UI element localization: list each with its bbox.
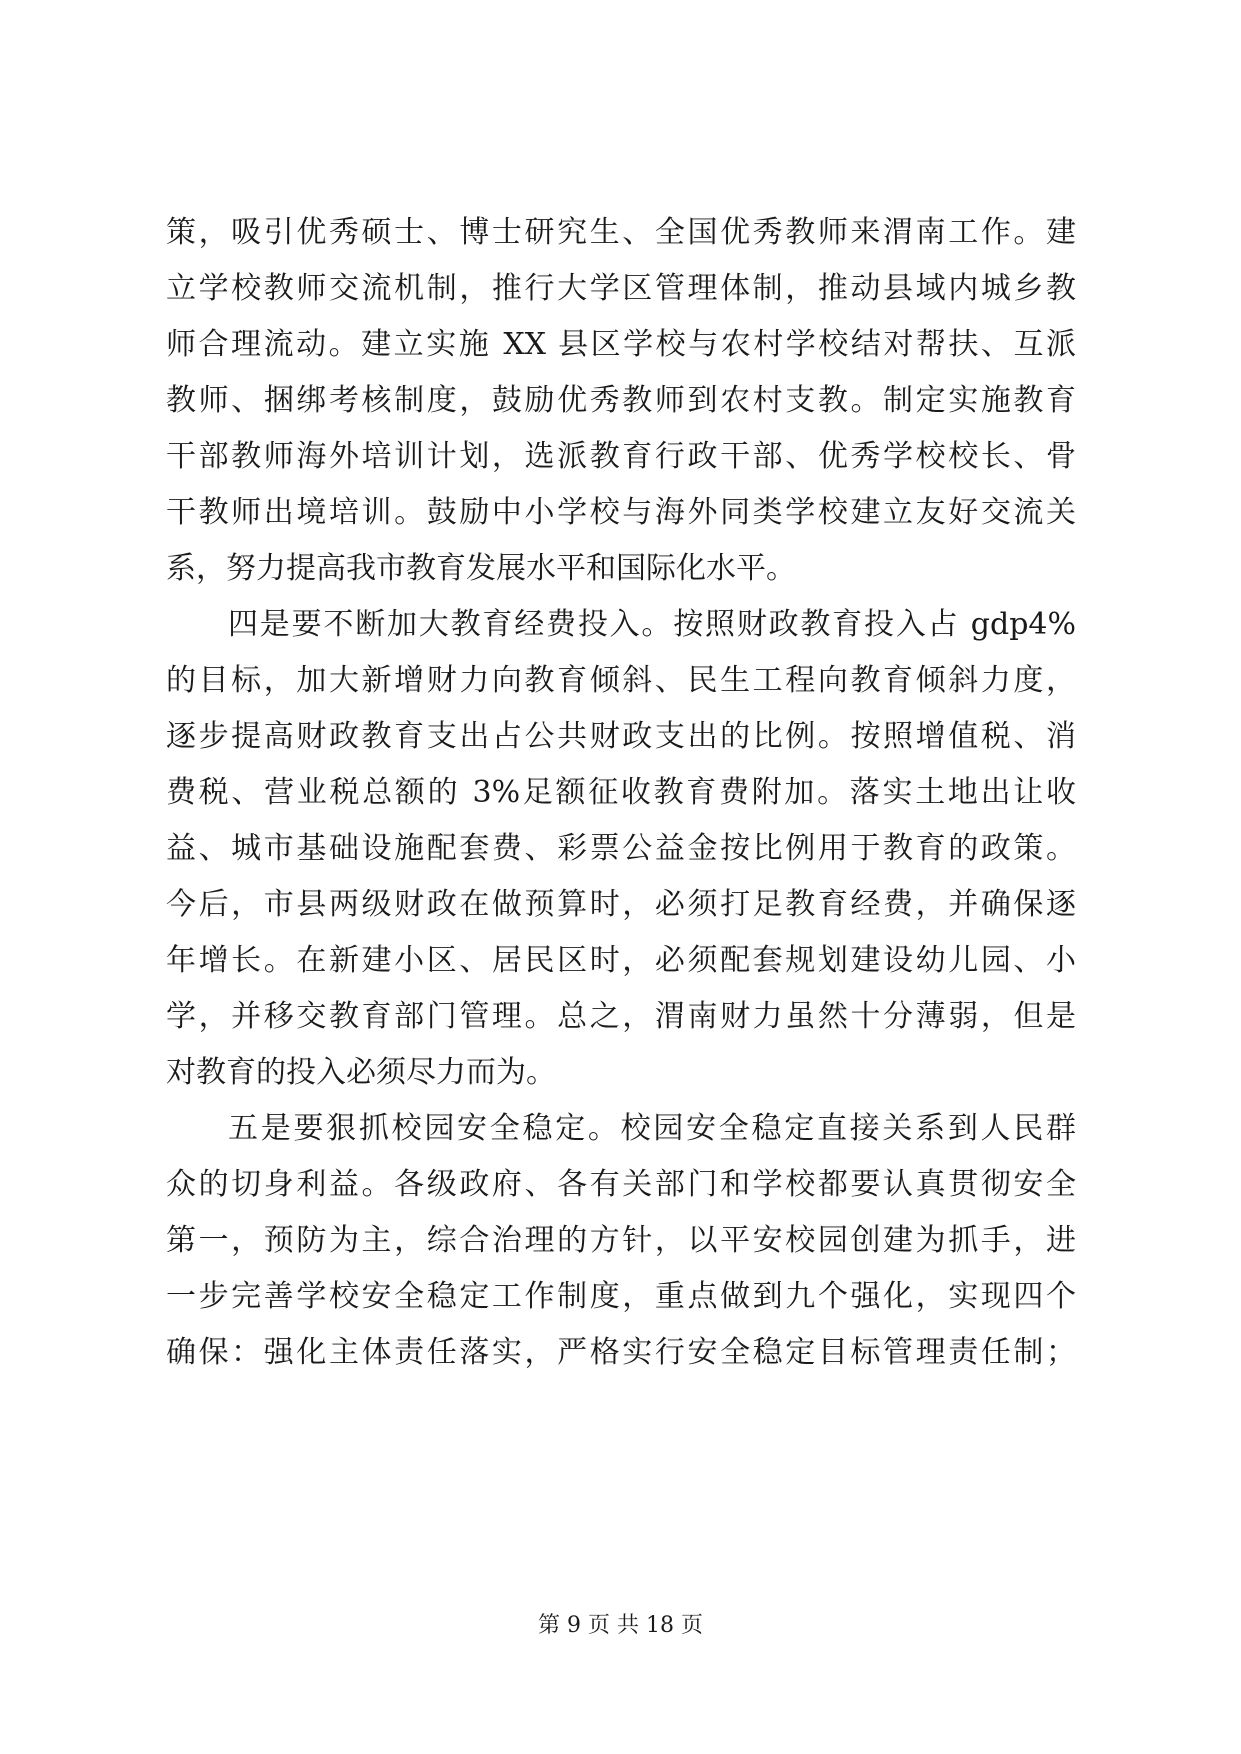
text-line: 逐步提高财政教育支出占公共财政支出的比例。按照增值税、消 [166,719,1076,754]
text-line: 立学校教师交流机制，推行大学区管理体制，推动县域内城乡教 [166,271,1076,306]
text-line: 对教育的投入必须尽力而为。 [166,1055,556,1090]
text-line: 五是要狠抓校园安全稳定。校园安全稳定直接关系到人民群 [228,1111,1076,1146]
text-line: 的目标，加大新增财力向教育倾斜、民生工程向教育倾斜力度， [166,663,1076,698]
page-number-footer: 第 9 页 共 18 页 [538,1613,703,1638]
text-line: 一步完善学校安全稳定工作制度，重点做到九个强化，实现四个 [166,1279,1076,1314]
text-line: 第一，预防为主，综合治理的方针，以平安校园创建为抓手，进 [166,1223,1076,1258]
text-line: 学，并移交教育部门管理。总之，渭南财力虽然十分薄弱，但是 [166,999,1076,1034]
text-line: 系，努力提高我市教育发展水平和国际化水平。 [166,551,796,586]
text-line: 师合理流动。建立实施 XX 县区学校与农村学校结对帮扶、互派 [166,327,1076,362]
text-line: 策，吸引优秀硕士、博士研究生、全国优秀教师来渭南工作。建 [166,215,1076,250]
text-line: 众的切身利益。各级政府、各有关部门和学校都要认真贯彻安全 [166,1167,1076,1202]
text-line: 教师、捆绑考核制度，鼓励优秀教师到农村支教。制定实施教育 [166,383,1076,418]
text-line: 今后，市县两级财政在做预算时，必须打足教育经费，并确保逐 [166,887,1076,922]
text-line: 四是要不断加大教育经费投入。按照财政教育投入占 gdp4% [228,607,1076,642]
text-line: 费税、营业税总额的 3%足额征收教育费附加。落实土地出让收 [166,775,1076,810]
text-line: 确保：强化主体责任落实，严格实行安全稳定目标管理责任制； [166,1335,1076,1370]
text-line: 干教师出境培训。鼓励中小学校与海外同类学校建立友好交流关 [166,495,1076,530]
text-line: 益、城市基础设施配套费、彩票公益金按比例用于教育的政策。 [166,831,1076,866]
text-line: 干部教师海外培训计划，选派教育行政干部、优秀学校校长、骨 [166,439,1076,474]
text-line: 年增长。在新建小区、居民区时，必须配套规划建设幼儿园、小 [166,943,1076,978]
